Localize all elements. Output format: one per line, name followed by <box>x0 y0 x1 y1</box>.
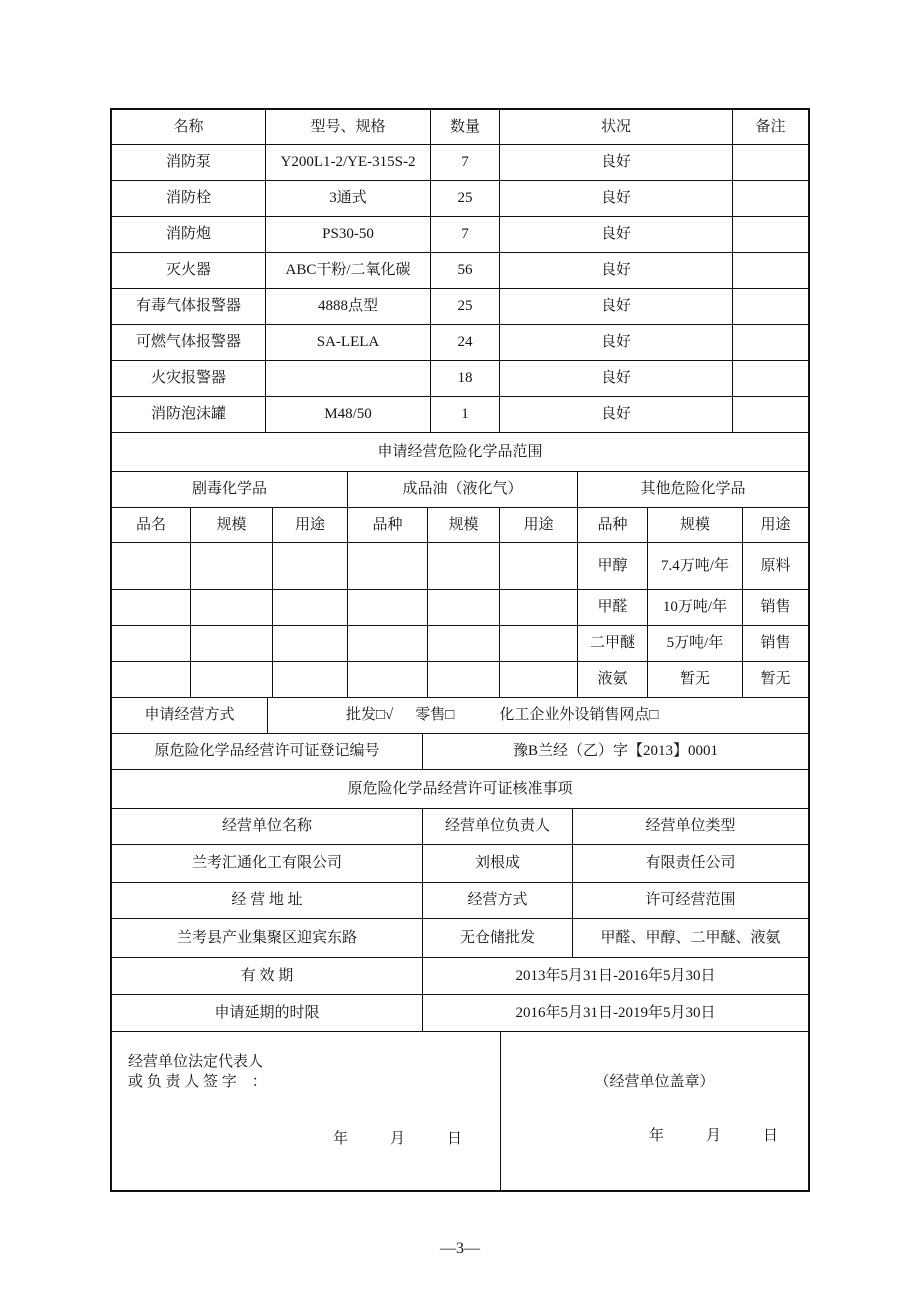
table-row <box>112 661 808 697</box>
group-refined-oil: 成品油（液化气） <box>347 472 577 507</box>
unit-name-header: 经营单位名称 <box>221 818 312 835</box>
sub-col-header: 用途 <box>499 508 577 542</box>
chemical-use: 销售 <box>742 590 808 625</box>
signature-date-right <box>649 1126 778 1146</box>
scope-cell <box>427 543 499 589</box>
equipment-name: 消防炮 <box>165 226 211 243</box>
scope-header: 许可经营范围 <box>572 883 808 918</box>
sub-col-header: 规模 <box>647 508 742 542</box>
sub-col-header: 用途 <box>742 508 808 542</box>
extension-row <box>112 994 808 1031</box>
sub-col-header: 品名 <box>135 516 166 533</box>
scope-cell <box>347 626 427 661</box>
address-header: 经 营 地 址 <box>231 892 303 909</box>
equipment-condition: 良好 <box>499 145 732 180</box>
sub-col-header: 规模 <box>427 508 499 542</box>
sub-col-header: 规模 <box>190 508 272 542</box>
scope-cell <box>112 626 190 661</box>
year-label: 年 <box>332 1130 348 1147</box>
table-row <box>112 589 808 625</box>
table-row <box>112 180 808 216</box>
scope-cell <box>112 590 190 625</box>
validity-value: 2013年5月31日-2016年5月30日 <box>422 958 808 994</box>
address-value-row <box>112 918 808 957</box>
signature-right-cell <box>500 1032 808 1190</box>
year-label: 年 <box>648 1128 664 1145</box>
company-seal-label: （经营单位盖章） <box>594 1074 715 1090</box>
scope-cell <box>190 543 272 589</box>
signature-row <box>112 1031 808 1190</box>
scope-cell <box>272 662 347 697</box>
approved-title-row <box>112 769 808 808</box>
equipment-name: 消防栓 <box>165 190 211 207</box>
equipment-model: ABC干粉/二氧化碳 <box>265 253 430 288</box>
equipment-model: SA-LELA <box>265 325 430 360</box>
day-label: 日 <box>762 1128 778 1145</box>
equipment-remark <box>732 217 808 252</box>
chemical-use: 暂无 <box>742 662 808 697</box>
equipment-condition: 良好 <box>499 397 732 432</box>
equipment-name: 消防泡沫罐 <box>150 406 226 423</box>
equipment-name: 消防泵 <box>165 154 211 171</box>
sub-col-header: 品种 <box>577 508 647 542</box>
day-label: 日 <box>446 1130 462 1147</box>
validity-label: 有 效 期 <box>240 967 294 984</box>
col-header-name: 名称 <box>173 118 204 135</box>
equipment-model: 3通式 <box>265 181 430 216</box>
scope-value: 甲醛、甲醇、二甲醚、液氨 <box>572 919 808 957</box>
chemical-scale: 5万吨/年 <box>647 626 742 661</box>
equipment-model: Y200L1-2/YE-315S-2 <box>265 145 430 180</box>
signature-left-cell <box>112 1032 500 1190</box>
equipment-remark <box>732 181 808 216</box>
unit-manager-value: 刘根成 <box>422 845 572 882</box>
equipment-remark <box>732 253 808 288</box>
chemical-scale: 10万吨/年 <box>647 590 742 625</box>
equipment-name: 可燃气体报警器 <box>135 334 241 351</box>
table-row <box>112 542 808 589</box>
unit-header-row <box>112 808 808 844</box>
scope-cell <box>499 543 577 589</box>
scope-cell <box>499 626 577 661</box>
equipment-model <box>265 361 430 396</box>
chemical-scale: 暂无 <box>647 662 742 697</box>
validity-row <box>112 957 808 994</box>
equipment-quantity: 24 <box>430 325 499 360</box>
col-header-quantity: 数量 <box>430 110 499 144</box>
equipment-remark <box>732 361 808 396</box>
approved-title: 原危险化学品经营许可证核准事项 <box>347 780 573 797</box>
license-number-value: 豫B兰经（乙）字【2013】0001 <box>422 734 808 769</box>
month-label: 月 <box>705 1128 721 1145</box>
table-row <box>112 216 808 252</box>
extension-label: 申请延期的时限 <box>214 1004 320 1021</box>
signature-date-left <box>333 1129 462 1149</box>
equipment-quantity: 25 <box>430 289 499 324</box>
table-row <box>112 252 808 288</box>
equipment-quantity: 18 <box>430 361 499 396</box>
equipment-quantity: 56 <box>430 253 499 288</box>
scope-title: 申请经营危险化学品范围 <box>377 443 543 460</box>
application-form-table <box>110 108 810 1192</box>
group-other-hazardous: 其他危险化学品 <box>577 472 808 507</box>
sub-col-header: 品种 <box>347 508 427 542</box>
chemical-use: 原料 <box>742 543 808 589</box>
scope-cell <box>190 590 272 625</box>
chemical-use: 销售 <box>742 626 808 661</box>
scope-cell <box>190 626 272 661</box>
equipment-header-row <box>112 110 808 144</box>
scope-cell <box>347 543 427 589</box>
scope-cell <box>427 662 499 697</box>
col-header-model: 型号、规格 <box>265 110 430 144</box>
scope-cell <box>347 662 427 697</box>
equipment-remark <box>732 325 808 360</box>
equipment-condition: 良好 <box>499 253 732 288</box>
equipment-condition: 良好 <box>499 289 732 324</box>
equipment-quantity: 7 <box>430 217 499 252</box>
license-number-label: 原危险化学品经营许可证登记编号 <box>154 743 380 760</box>
equipment-model: M48/50 <box>265 397 430 432</box>
unit-type-header: 经营单位类型 <box>572 809 808 844</box>
scope-cell <box>499 662 577 697</box>
extension-value: 2016年5月31日-2019年5月30日 <box>422 995 808 1031</box>
license-number-row <box>112 733 808 769</box>
equipment-name: 火灾报警器 <box>150 370 226 387</box>
scope-cell <box>347 590 427 625</box>
scope-cell <box>190 662 272 697</box>
scope-title-row <box>112 432 808 471</box>
col-header-condition: 状况 <box>499 110 732 144</box>
col-header-remark: 备注 <box>732 110 808 144</box>
business-mode-row <box>112 697 808 733</box>
table-row <box>112 360 808 396</box>
retail-checkbox-option: 零售□ <box>415 707 455 724</box>
scope-cell <box>112 662 190 697</box>
equipment-condition: 良好 <box>499 181 732 216</box>
equipment-name: 灭火器 <box>165 262 211 279</box>
equipment-remark <box>732 145 808 180</box>
equipment-model: PS30-50 <box>265 217 430 252</box>
scope-cell <box>427 590 499 625</box>
scope-cell <box>272 543 347 589</box>
business-mode-options <box>267 698 808 733</box>
scope-subheader-row <box>112 507 808 542</box>
equipment-quantity: 7 <box>430 145 499 180</box>
equipment-quantity: 25 <box>430 181 499 216</box>
scope-cell <box>272 626 347 661</box>
table-row <box>112 625 808 661</box>
signature-line1: 经营单位法定代表人 <box>128 1054 264 1070</box>
group-highly-toxic: 剧毒化学品 <box>191 481 267 498</box>
equipment-condition: 良好 <box>499 217 732 252</box>
wholesale-checkbox-option: 批发□√ <box>346 707 394 724</box>
address-value: 兰考县产业集聚区迎宾东路 <box>176 929 357 946</box>
page-number: —3— <box>440 1240 480 1257</box>
scope-group-header-row <box>112 471 808 507</box>
chemical-scale: 7.4万吨/年 <box>647 543 742 589</box>
unit-value-row <box>112 844 808 882</box>
mode-header: 经营方式 <box>422 883 572 918</box>
table-row <box>112 324 808 360</box>
sub-col-header: 用途 <box>272 508 347 542</box>
equipment-model: 4888点型 <box>265 289 430 324</box>
chemical-name: 液氨 <box>577 662 647 697</box>
table-row <box>112 144 808 180</box>
scope-cell <box>499 590 577 625</box>
scope-cell <box>427 626 499 661</box>
unit-name-value: 兰考汇通化工有限公司 <box>191 855 342 872</box>
network-checkbox-option: 化工企业外设销售网点□ <box>499 707 659 724</box>
equipment-remark <box>732 289 808 324</box>
equipment-remark <box>732 397 808 432</box>
chemical-name: 甲醛 <box>577 590 647 625</box>
equipment-quantity: 1 <box>430 397 499 432</box>
scope-cell <box>112 543 190 589</box>
equipment-condition: 良好 <box>499 361 732 396</box>
unit-manager-header: 经营单位负责人 <box>422 809 572 844</box>
address-header-row <box>112 882 808 918</box>
chemical-name: 二甲醚 <box>577 626 647 661</box>
equipment-condition: 良好 <box>499 325 732 360</box>
signature-line2: 或 负 责 人 签 字 ： <box>128 1074 267 1091</box>
month-label: 月 <box>389 1130 405 1147</box>
unit-type-value: 有限责任公司 <box>572 845 808 882</box>
mode-value: 无仓储批发 <box>422 919 572 957</box>
chemical-name: 甲醇 <box>577 543 647 589</box>
table-row <box>112 288 808 324</box>
scope-cell <box>272 590 347 625</box>
table-row <box>112 396 808 432</box>
business-mode-label: 申请经营方式 <box>144 707 235 724</box>
equipment-name: 有毒气体报警器 <box>135 298 241 315</box>
